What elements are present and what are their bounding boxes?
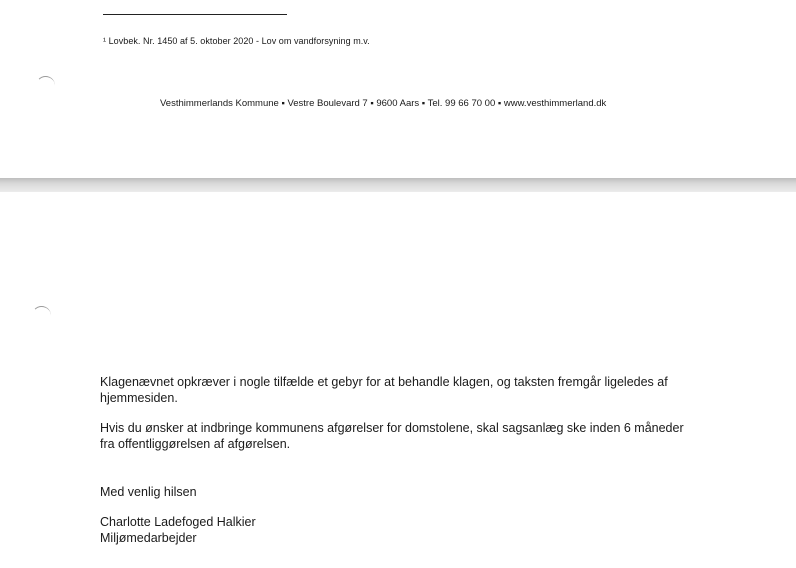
- body-paragraph-court: Hvis du ønsker at indbringe kommunens afgørelser for domstolene, skal sagsanlæg ske inden 6 måneder fra offentliggørelsen af afgørelsen.: [100, 421, 684, 451]
- signature-name: Charlotte Ladefoged Halkier: [100, 515, 256, 529]
- signature-title: Miljømedarbejder: [100, 531, 197, 545]
- page-separator: [0, 178, 796, 192]
- page-upper: [0, 0, 796, 178]
- punch-hole-mark: [36, 76, 55, 95]
- page-lower: [0, 192, 796, 568]
- footnote: ¹ Lovbek. Nr. 1450 af 5. oktober 2020 - Lov om vandforsyning m.v.: [103, 36, 370, 46]
- letter-footer: Vesthimmerlands Kommune ▪ Vestre Boulevard 7 ▪ 9600 Aars ▪ Tel. 99 66 70 00 ▪ www.vesthimmerland.dk: [160, 98, 607, 109]
- body-paragraph-fee: Klagenævnet opkræver i nogle tilfælde et gebyr for at behandle klagen, og taksten fremgår ligeledes af hjemmesiden.: [100, 375, 668, 405]
- footnote-separator: [103, 14, 287, 15]
- closing-greeting: Med venlig hilsen: [100, 485, 197, 499]
- punch-hole-mark: [32, 306, 51, 325]
